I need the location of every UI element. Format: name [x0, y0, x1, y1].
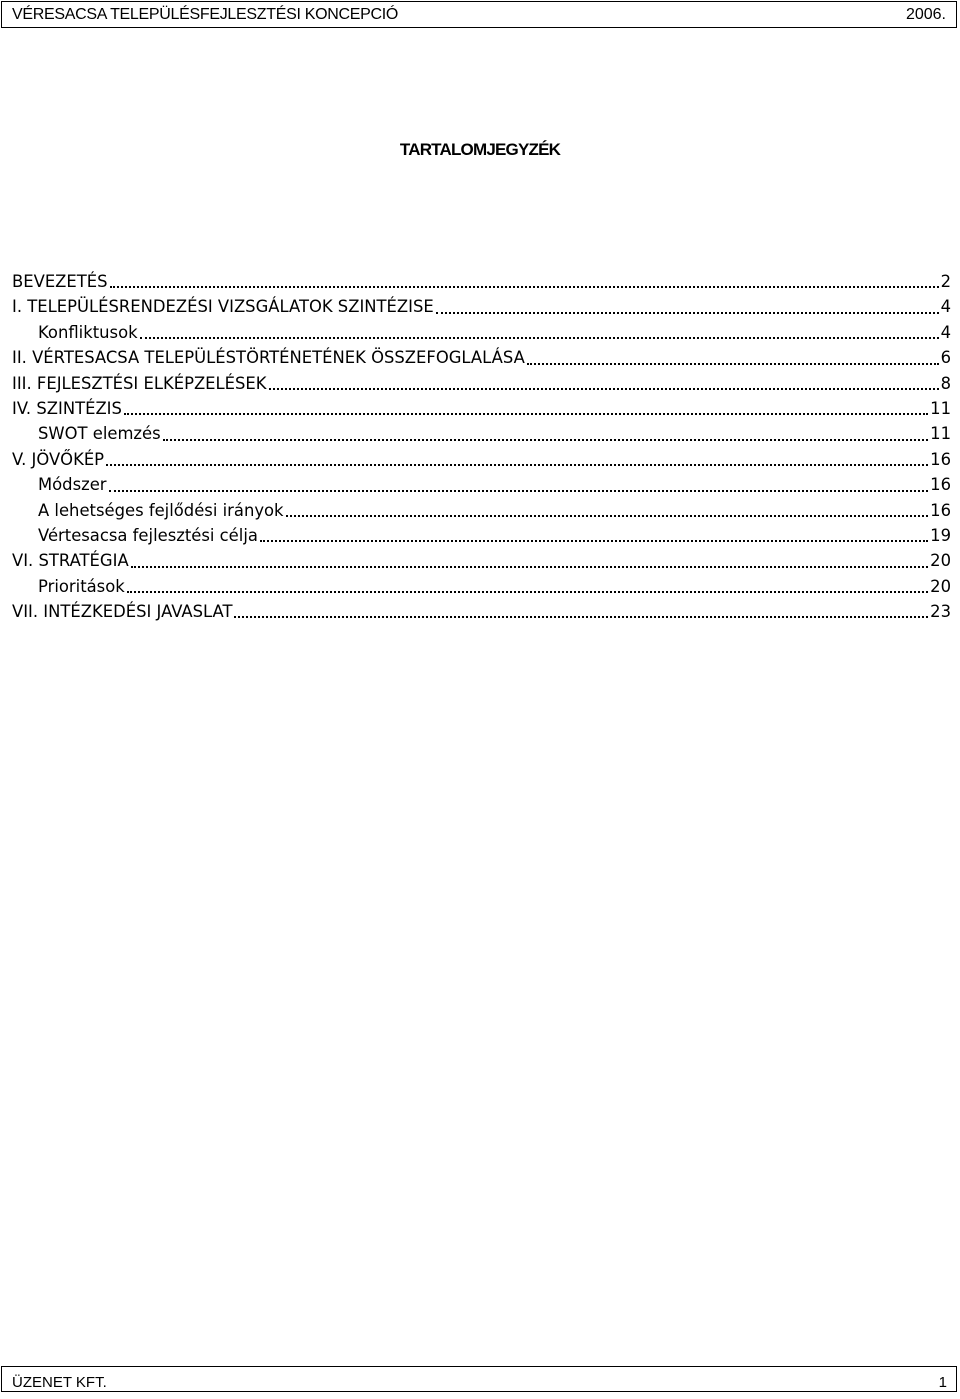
toc-entry[interactable]	[12, 599, 951, 624]
toc-entry-label: SWOT elemzés	[38, 424, 161, 444]
toc-entry[interactable]	[12, 320, 951, 345]
toc-title: TARTALOMJEGYZÉK	[399, 140, 561, 159]
toc-entry-label: A lehetséges fejlődési irányok	[38, 500, 284, 520]
toc-entry-page: 2	[940, 272, 951, 291]
table-of-contents	[12, 269, 951, 624]
toc-entry-page: 20	[930, 551, 951, 571]
toc-dot-leader	[234, 604, 928, 618]
toc-dot-leader	[127, 579, 928, 593]
toc-entry[interactable]	[12, 472, 951, 497]
toc-dot-leader	[286, 503, 929, 517]
toc-entry-label: V. JÖVŐKÉP	[12, 449, 105, 469]
toc-entry-page: 16	[930, 475, 951, 495]
toc-entry[interactable]	[12, 345, 951, 370]
toc-dot-leader	[124, 401, 928, 415]
toc-dot-leader	[269, 376, 939, 390]
toc-entry-label: III. FEJLESZTÉSI ELKÉPZELÉSEK	[12, 373, 267, 393]
footer-page-number: 1	[938, 1374, 947, 1391]
toc-dot-leader	[527, 351, 939, 365]
toc-entry[interactable]	[12, 523, 951, 548]
footer-company: ÜZENET KFT.	[12, 1374, 107, 1391]
toc-entry-label: Vértesacsa fejlesztési célja	[38, 525, 258, 545]
toc-entry[interactable]	[12, 294, 951, 319]
toc-entry[interactable]	[12, 269, 951, 294]
header-title: VÉRESACSA TELEPÜLÉSFEJLESZTÉSI KONCEPCIÓ	[12, 6, 399, 23]
toc-dot-leader	[110, 274, 939, 288]
toc-entry-page: 8	[940, 373, 951, 393]
toc-entry-label: I. TELEPÜLÉSRENDEZÉSI VIZSGÁLATOK SZINTÉZISE	[12, 297, 434, 317]
page-footer	[1, 1366, 957, 1392]
header-year: 2006.	[905, 6, 946, 23]
toc-entry-label: VII. INTÉZKEDÉSI JAVASLAT	[12, 602, 233, 622]
toc-entry[interactable]	[12, 371, 951, 396]
toc-entry[interactable]	[12, 396, 951, 421]
toc-entry[interactable]	[12, 498, 951, 523]
toc-entry[interactable]	[12, 421, 951, 446]
toc-entry-page: 19	[930, 525, 951, 545]
toc-entry-page: 4	[940, 297, 951, 317]
toc-dot-leader	[131, 554, 928, 568]
toc-entry-page: 16	[930, 500, 951, 520]
toc-dot-leader	[163, 427, 928, 441]
toc-entry-page: 11	[930, 424, 951, 444]
toc-entry-label: VI. STRATÉGIA	[12, 551, 129, 571]
toc-dot-leader	[140, 325, 939, 339]
toc-dot-leader	[260, 528, 928, 542]
toc-entry[interactable]	[12, 548, 951, 573]
toc-dot-leader	[106, 452, 928, 466]
page-header	[1, 1, 957, 28]
toc-entry-label: II. VÉRTESACSA TELEPÜLÉSTÖRTÉNETÉNEK ÖSSZEFOGLALÁSA	[12, 348, 525, 368]
toc-entry-label: IV. SZINTÉZIS	[12, 398, 122, 418]
toc-entry-page: 23	[930, 602, 951, 622]
toc-dot-leader	[109, 478, 929, 492]
toc-entry-label: Konfliktusok	[38, 322, 138, 342]
toc-entry[interactable]	[12, 574, 951, 599]
toc-entry-page: 16	[930, 449, 951, 469]
toc-entry[interactable]	[12, 447, 951, 472]
toc-entry-page: 6	[940, 348, 951, 368]
toc-entry-page: 20	[930, 576, 951, 596]
toc-entry-page: 4	[940, 322, 951, 342]
toc-dot-leader	[436, 300, 939, 314]
toc-entry-label: Módszer	[38, 475, 107, 495]
toc-entry-label: BEVEZETÉS	[12, 272, 108, 291]
toc-entry-label: Prioritások	[38, 576, 125, 596]
toc-entry-page: 11	[930, 398, 951, 418]
